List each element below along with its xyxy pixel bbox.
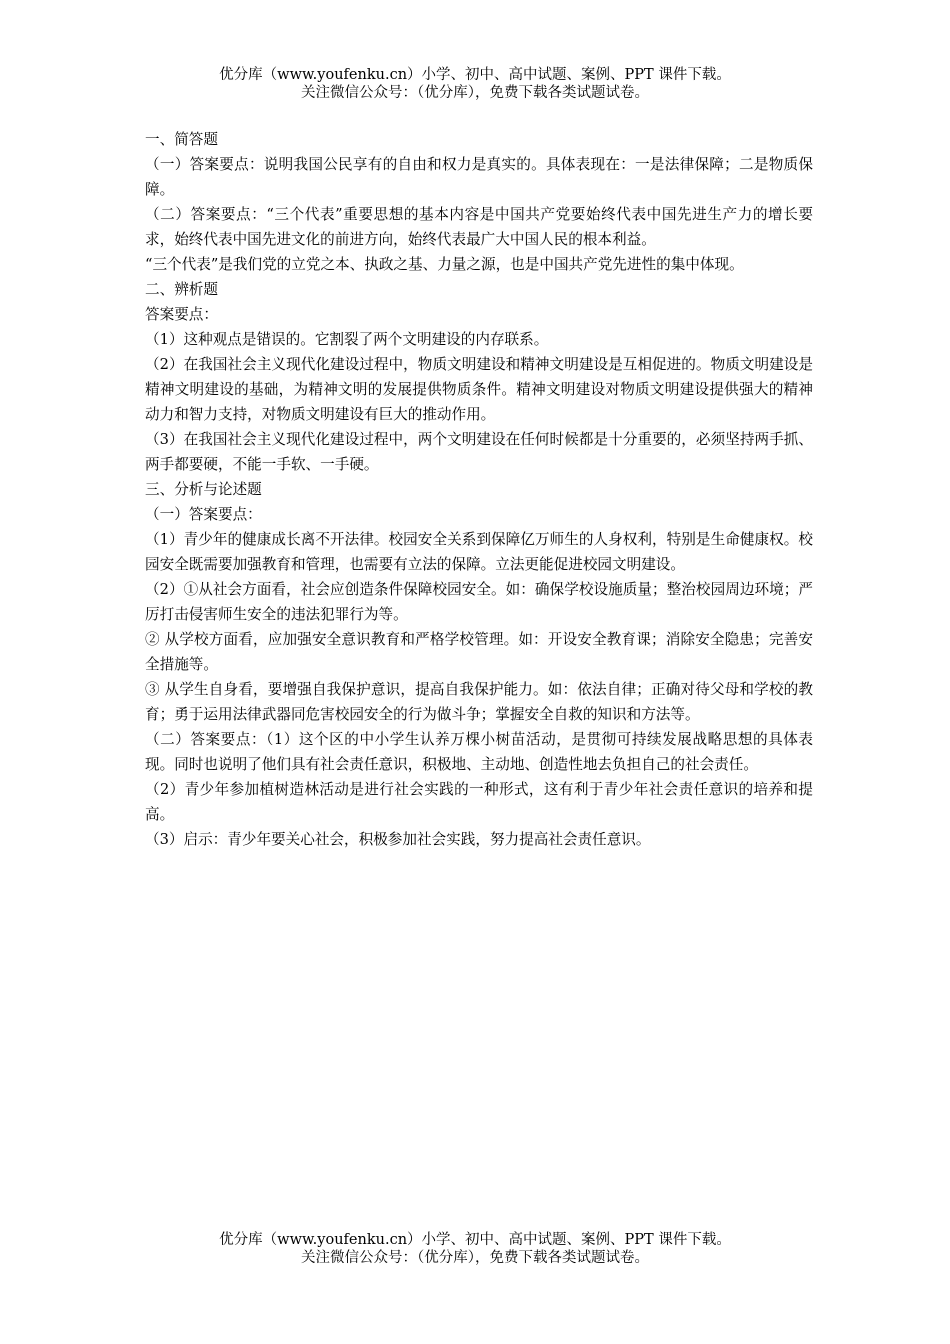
page-header [0, 66, 950, 102]
paragraph: （3）启示：青少年要关心社会，积极参加社会实践，努力提高社会责任意识。 [145, 831, 651, 848]
section-heading-2: 二、辨析题 [145, 281, 218, 298]
footer-line-2: 关注微信公众号：（优分库），免费下载各类试题试卷。 [301, 1250, 649, 1266]
footer-line-1: 优分库（www.youfenku.cn）小学、初中、高中试题、案例、PPT 课件下载。 [219, 1232, 731, 1248]
paragraph: ③ 从学生自身看，要增强自我保护意识，提高自我保护能力。如：依法自律；正确对待父母和学校的教育；勇于运用法律武器同危害校园安全的行为做斗争；掌握安全自救的知识和方法等。 [145, 681, 813, 723]
paragraph: （一）答案要点： [145, 506, 262, 523]
paragraph: ② 从学校方面看，应加强安全意识教育和严格学校管理。如：开设安全教育课；消除安全隐患；完善安全措施等。 [145, 631, 813, 673]
page-footer [0, 1231, 950, 1267]
header-line-1: 优分库（www.youfenku.cn）小学、初中、高中试题、案例、PPT 课件下载。 [219, 67, 731, 83]
paragraph: “三个代表”是我们党的立党之本、执政之基、力量之源，也是中国共产党先进性的集中体现。 [145, 256, 744, 273]
paragraph: （1）青少年的健康成长离不开法律。校园安全关系到保障亿万师生的人身权利，特别是生命健康权。校园安全既需要加强教育和管理，也需要有立法的保障。立法更能促进校园文明建设。 [145, 531, 813, 573]
section-heading-1: 一、简答题 [145, 131, 218, 148]
section-heading-3: 三、分析与论述题 [145, 481, 262, 498]
paragraph: （2）在我国社会主义现代化建设过程中，物质文明建设和精神文明建设是互相促进的。物质文明建设是精神文明建设的基础，为精神文明的发展提供物质条件。精神文明建设对物质文明建设提供强大的精神动力和智力支持，对物质文明建设有巨大的推动作用。 [145, 356, 813, 423]
paragraph: （2）①从社会方面看，社会应创造条件保障校园安全。如：确保学校设施质量；整治校园周边环境；严厉打击侵害师生安全的违法犯罪行为等。 [145, 581, 813, 623]
paragraph: （1）这种观点是错误的。它割裂了两个文明建设的内存联系。 [145, 331, 549, 348]
paragraph: （3）在我国社会主义现代化建设过程中，两个文明建设在任何时候都是十分重要的，必须坚持两手抓、两手都要硬，不能一手软、一手硬。 [145, 431, 813, 473]
paragraph: （一）答案要点：说明我国公民享有的自由和权力是真实的。具体表现在：一是法律保障；二是物质保障。 [145, 156, 813, 198]
paragraph: （二）答案要点：（1）这个区的中小学生认养万棵小树苗活动，是贯彻可持续发展战略思想的具体表现。同时也说明了他们具有社会责任意识，积极地、主动地、创造性地去负担自己的社会责任。 [145, 731, 813, 773]
header-line-2: 关注微信公众号：（优分库），免费下载各类试题试卷。 [301, 85, 649, 101]
paragraph: （二）答案要点：“三个代表”重要思想的基本内容是中国共产党要始终代表中国先进生产力的增长要求，始终代表中国先进文化的前进方向，始终代表最广大中国人民的根本利益。 [145, 206, 813, 248]
paragraph: （2）青少年参加植树造林活动是进行社会实践的一种形式，这有利于青少年社会责任意识的培养和提高。 [145, 781, 813, 823]
paragraph: 答案要点： [145, 306, 218, 323]
document-body [145, 127, 813, 852]
